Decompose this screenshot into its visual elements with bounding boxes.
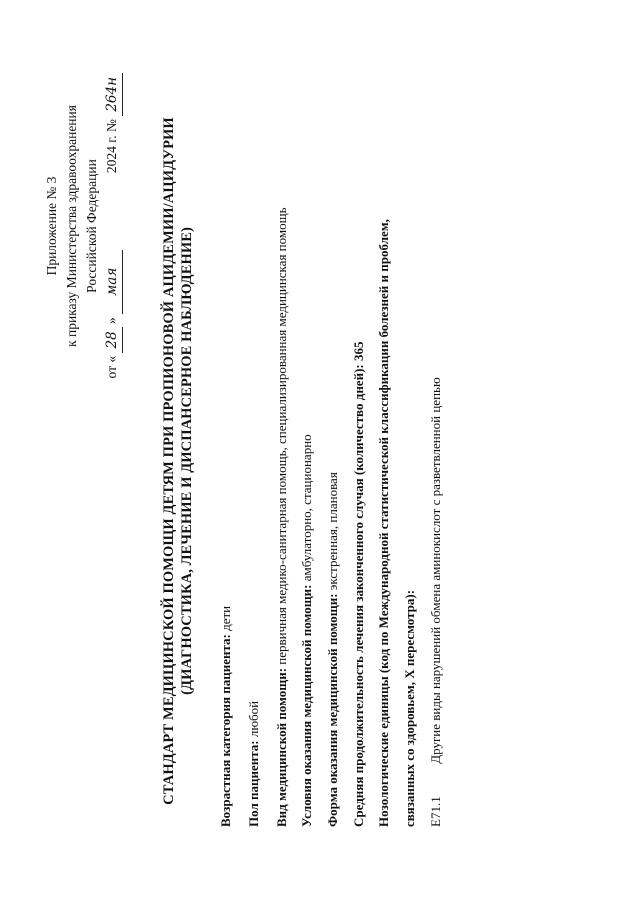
field-nosology-label-2: связанных со здоровьем, X пересмотра): [402,589,417,827]
handwritten-day: 28 [102,327,123,352]
annex-country: Российской Федерации [84,159,99,293]
field-form-label: Форма оказания медицинской помощи: [325,593,340,827]
field-care-type-label: Вид медицинской помощи: [274,667,289,827]
field-sex [246,701,262,827]
field-nosology-label-1: Нозологические единицы (код по Международной статистической классификации болезней и проблем, [376,219,391,827]
field-nosology-line-2 [402,590,418,827]
field-sex-label: Пол пациента: [246,740,261,827]
field-conditions [299,434,315,827]
code-row [428,377,444,827]
document-title [160,71,196,851]
field-age-label: Возрастная категория пациента: [218,634,233,827]
date-year: 2024 г. № [104,119,119,174]
field-duration [351,342,367,827]
field-care-type [274,207,290,827]
icd-code: E71.1 [428,796,443,827]
annex-date-line [102,61,123,391]
field-duration-label: Средняя продолжительность лечения законченного случая (количество дней): [351,364,366,827]
field-conditions-label: Условия оказания медицинской помощи: [299,584,314,827]
field-age [218,606,234,827]
field-duration-value: 365 [351,341,366,362]
field-care-type-value: первичная медико-санитарная помощь, специализированная медицинская помощь [274,207,289,665]
icd-description: Другие виды нарушений обмена аминокислот с разветвленной цепью [428,377,443,764]
annex-order: к приказу Министерства здравоохранения [64,105,79,347]
annex-block [42,61,123,391]
field-form [325,472,341,827]
date-prefix: от « [104,355,119,379]
title-line-2: (ДИАГНОСТИКА, ЛЕЧЕНИЕ И ДИСПАНСЕРНОЕ НАБЛЮДЕНИЕ) [179,227,195,695]
field-form-value: экстренная, плановая [325,472,340,591]
handwritten-month: мая [102,250,123,314]
field-sex-value: любой [246,700,261,738]
handwritten-number: 264н [102,73,123,116]
annex-title: Приложение № 3 [44,176,59,276]
field-conditions-value: амбулаторно, стационарно [299,434,314,582]
field-nosology-line-1 [376,219,392,827]
title-line-1: СТАНДАРТ МЕДИЦИНСКОЙ ПОМОЩИ ДЕТЯМ ПРИ ПРОПИОНОВОЙ АЦИДЕМИИ/АЦИДУРИИ [161,117,177,805]
field-age-value: дети [218,605,233,631]
date-mid: » [104,317,119,324]
